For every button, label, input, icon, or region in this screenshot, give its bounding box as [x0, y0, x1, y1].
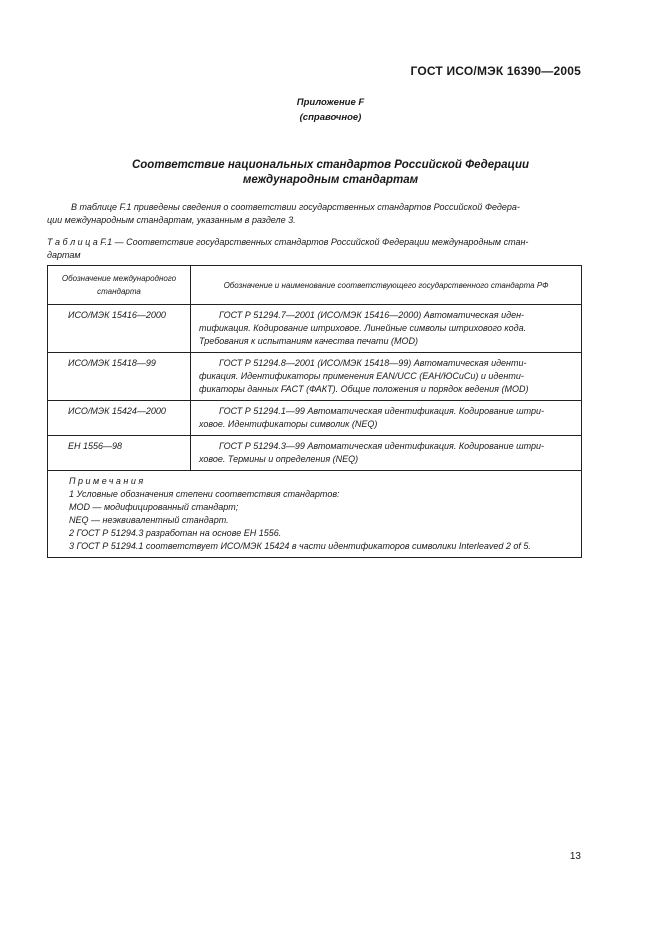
cell-line: фикаторы данных FACT (ФАКТ). Общие положения и порядок ведения (MOD)	[199, 384, 529, 394]
intl-standard-cell: ЕН 1556—98	[48, 436, 191, 471]
cell-line: фикация. Идентификаторы применения EAN/UCC (ЕАН/ЮСиСи) и иденти-	[199, 371, 524, 381]
cell-line: тификация. Кодирование штриховое. Линейные символы штрихового кода.	[199, 323, 527, 333]
page-number: 13	[569, 851, 581, 862]
header-line: стандарта	[97, 287, 141, 296]
cell-line: ГОСТ Р 51294.1—99 Автоматическая идентификация. Кодирование штри-	[219, 406, 544, 416]
table-notes	[48, 471, 582, 558]
note-line: 2 ГОСТ Р 51294.3 разработан на основе ЕН 1556.	[69, 528, 282, 538]
annex-title-line: международным стандартам	[242, 174, 419, 186]
intl-standard-cell: ИСО/МЭК 15416—2000	[48, 305, 191, 353]
cell-line: Требования к испытаниям качества печати (MOD)	[199, 336, 419, 346]
annex-heading	[0, 95, 661, 125]
annex-title	[0, 158, 661, 188]
annex-status: (справочное)	[299, 112, 362, 123]
cell-line: ховое. Идентификаторы символик (NEQ)	[199, 419, 378, 429]
national-standard-cell	[191, 305, 582, 353]
table-header-row	[48, 266, 582, 305]
cell-line: ховое. Термины и определения (NEQ)	[199, 454, 359, 464]
intro-paragraph	[47, 201, 580, 227]
note-line: 3 ГОСТ Р 51294.1 соответствует ИСО/МЭК 15424 в части идентификаторов символики Interleaved 2 of 5.	[69, 541, 531, 551]
table-notes-row	[48, 471, 582, 558]
annex-label: Приложение F	[296, 97, 365, 108]
national-standard-cell	[191, 353, 582, 401]
note-line: 1 Условные обозначения степени соответствия стандартов:	[69, 489, 340, 499]
intro-line: ции международным стандартам, указанным в разделе 3.	[47, 215, 296, 225]
annex-title-line: Соответствие национальных стандартов Российской Федерации	[131, 159, 530, 171]
table-caption-line: дартам	[47, 250, 81, 260]
note-line: MOD — модифицированный стандарт;	[69, 502, 239, 512]
table-row	[48, 305, 582, 353]
cell-line: ГОСТ Р 51294.7—2001 (ИСО/МЭК 15416—2000) Автоматическая иден-	[219, 310, 525, 320]
header-line: Обозначение международного	[61, 274, 177, 283]
standards-table	[47, 265, 582, 558]
header-intl-standard	[48, 266, 191, 305]
table-row	[48, 401, 582, 436]
intl-standard-cell: ИСО/МЭК 15418—99	[48, 353, 191, 401]
table-caption-line: Т а б л и ц а F.1 — Соответствие государственных стандартов Российской Федерации международным стан-	[47, 237, 529, 247]
intro-line: В таблице F.1 приведены сведения о соответствии государственных стандартов Российской Федера-	[71, 202, 520, 212]
cell-line: ГОСТ Р 51294.3—99 Автоматическая идентификация. Кодирование штри-	[219, 441, 544, 451]
document-code: ГОСТ ИСО/МЭК 16390—2005	[410, 64, 581, 78]
header-national-standard: Обозначение и наименование соответствующего государственного стандарта РФ	[191, 266, 582, 305]
intl-standard-cell: ИСО/МЭК 15424—2000	[48, 401, 191, 436]
cell-line: ГОСТ Р 51294.8—2001 (ИСО/МЭК 15418—99) Автоматическая иденти-	[219, 358, 527, 368]
table-caption	[47, 236, 582, 262]
national-standard-cell	[191, 401, 582, 436]
notes-heading: Примечания	[69, 476, 146, 486]
national-standard-cell	[191, 436, 582, 471]
table-row	[48, 436, 582, 471]
table-row	[48, 353, 582, 401]
note-line: NEQ — неэквивалентный стандарт.	[69, 515, 229, 525]
